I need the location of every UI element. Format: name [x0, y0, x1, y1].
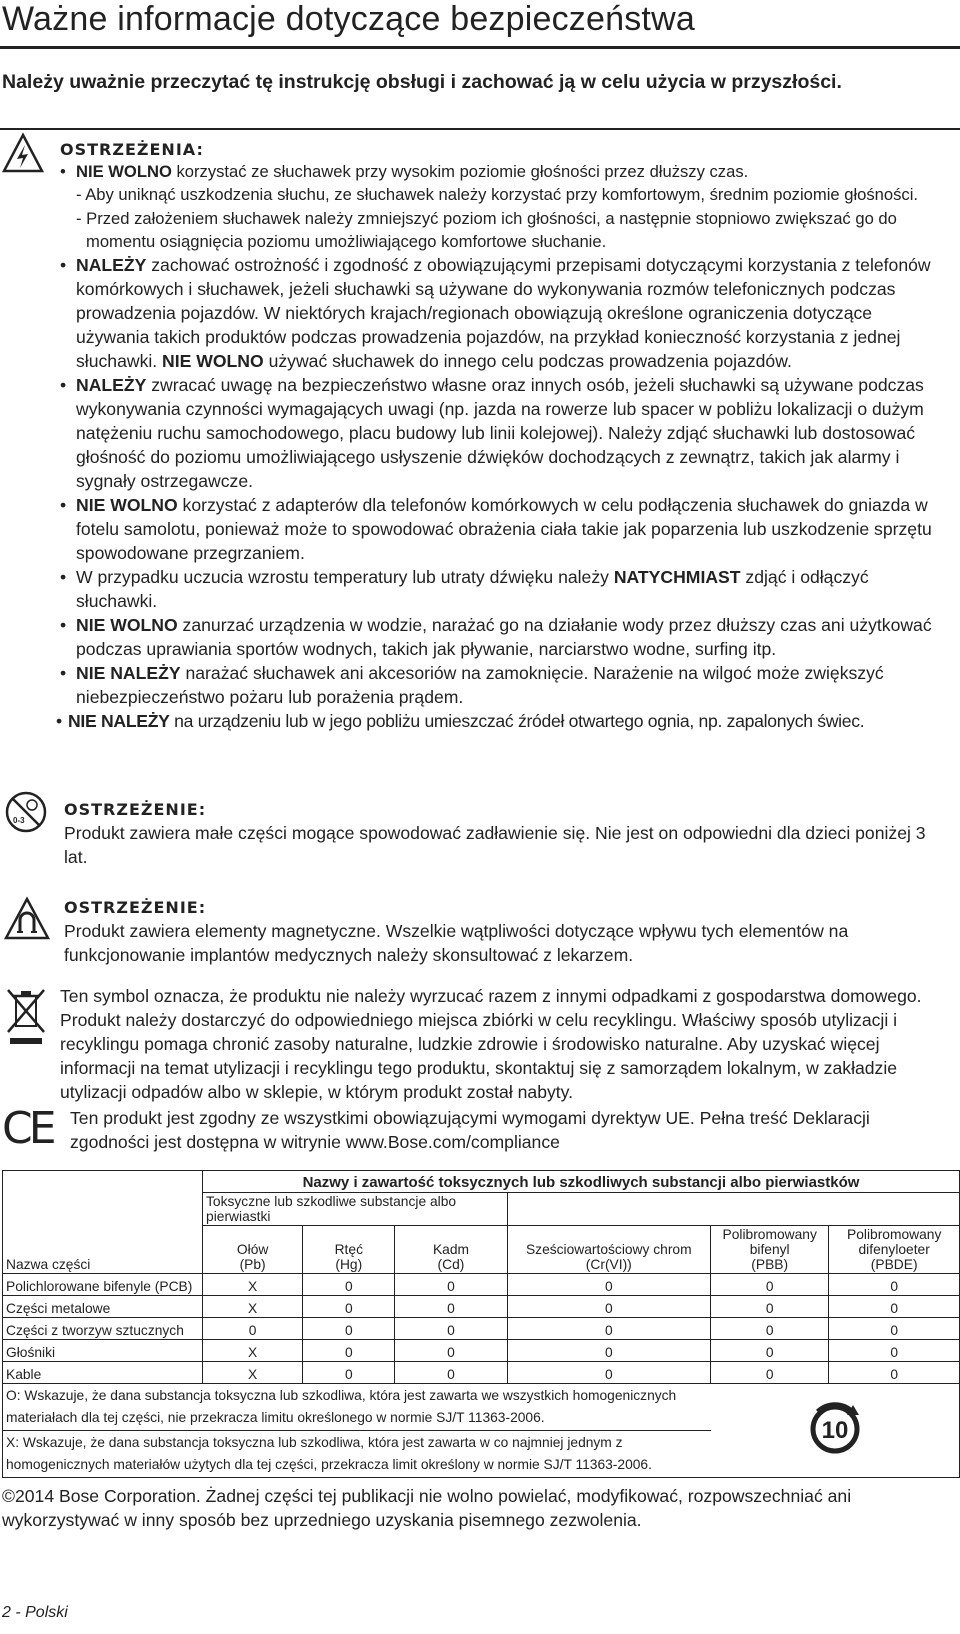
table-row: Kable X 0 0 0 0 0 [3, 1362, 960, 1384]
list-item: • NIE WOLNO korzystać z adapterów dla telefonów komórkowych w celu podłączenia słuchawek do gniazda w fotelu samolotu, ponieważ może to spowodować obrażenia ciała takie jak poparzenia lub uszkodzenie sprzętu spowodowane przegrzaniem. [60, 495, 932, 564]
choking-heading: OSTRZEŻENIE: [64, 800, 207, 819]
emphasis: NIE WOLNO [76, 615, 178, 636]
list-item: • NALEŻY zwracać uwagę na bezpieczeństwo własne oraz innych osób, jeżeli słuchawki są używane podczas wykonywania czynności wymagających uwagi (np. jazda na rowerze lub spacer w pobliżu lokalizacji o dużym natężeniu ruchu samochodowego, placu budowy lub linii kolejowej). Należy zdjąć słuchawki lub dostosować głośność do poziomu umożliwiającego usłyszenie dźwięków dochodzących z zewnątrz, takich jak alarmy i sygnały ostrzegawcze. [60, 375, 924, 492]
bullet-text: zdjąć i odłączyć słuchawki. [76, 567, 869, 612]
crossed-bin-icon [4, 986, 48, 1048]
electric-shock-warning-icon [2, 132, 44, 174]
age-label: 0-3 [13, 816, 25, 825]
note-o: O: Wskazuje, że dana substancja toksyczna lub szkodliwa, która jest zawarta we wszystkich homogenicznych materiałach dla tej części, nie przekracza limitu określonego w normie SJ/T 11363-2006. [3, 1384, 711, 1431]
list-item: • NIE WOLNO korzystać ze słuchawek przy wysokim poziomie głośności przez dłuższy czas. - Aby uniknąć uszkodzenia słuchu, ze słuchawek należy korzystać przy komfortowym, średnim poziomie głośności. - Przed założeniem słuchawek należy zmniejszyć poziom ich głośności, a następnie stopniowo zwiększać go do momentu osiągnięcia poziomu umożliwiającego komfortowe słuchanie. [60, 160, 940, 253]
table-row: Głośniki X 0 0 0 0 0 [3, 1340, 960, 1362]
bullet-text: zachować ostrożność i zgodność z obowiązującymi przepisami dotyczącymi korzystania z telefonów komórkowych i słuchawek, jeżeli słuchawki są używane do wykonywania rozmów telefonicznych podczas prowadzenia pojazdów. W niektórych krajach/regionach obowiązują określone ograniczenia dotyczące używania takich produktów podczas prowadzenia pojazdów, na przykład konieczność korzystania z jednej słuchawki. [76, 255, 931, 372]
table-row: Części metalowe X 0 0 0 0 0 [3, 1296, 960, 1318]
ce-text: Ten produkt jest zgodny ze wszystkimi obowiązującymi wymogami dyrektyw UE. Pełna treść Deklaracji zgodności jest dostępna w witrynie www.Bose.com/compliance [70, 1108, 870, 1152]
bullet-text: W przypadku uczucia wzrostu temperatury lub utraty dźwięku należy [76, 567, 614, 588]
toxic-substances-table [2, 1170, 960, 1478]
bullet-text: używać słuchawek do innego celu podczas prowadzenia pojazdów. [263, 351, 792, 372]
magnet-warning [64, 898, 934, 967]
emphasis: NIE NALEŻY [68, 711, 170, 732]
list-item: • NIE WOLNO zanurzać urządzenia w wodzie, narażać go na działanie wody przez dłuższy czas ani użytkować podczas uprawiania sportów wodnych, takich jak pływanie, narciarstwo wodne, surfing itp. [60, 615, 932, 660]
note-x: X: Wskazuje, że dana substancja toksyczna lub szkodliwa, która jest zawarta w co najmniej jednym z homogenicznych materiałów użytych dla tej części, przekracza limit określony w normie SJ/T 11363-2006. [3, 1431, 711, 1478]
bullet-text: korzystać z adapterów dla telefonów komórkowych w celu podłączenia słuchawek do gniazda w fotelu samolotu, ponieważ może to spowodować obrażenia ciała takie jak poparzenia lub uszkodzenie sprzętu spowodowane przegrzaniem. [76, 495, 932, 564]
emphasis: NIE WOLNO [76, 495, 178, 516]
list-item: • NIE NALEŻY na urządzeniu lub w jego pobliżu umieszczać źródeł otwartego ognia, np. zapalonych świec. [56, 711, 865, 732]
choking-warning [64, 800, 934, 869]
weee-text: Ten symbol oznacza, że produktu nie należy wyrzucać razem z innymi odpadkami z gospodarstwa domowego. Produkt należy dostarczyć do odpowiedniego miejsca zbiórki w celu recyklingu. Właściwy sposób utylizacji i recyklingu pomaga chronić zasoby naturalne, ludzkie zdrowie i środowisko naturalne. Aby uzyskać więcej informacji na temat utylizacji i recyklingu tego produktu, skontaktuj się z samorządem lokalnym, w zakładzie utylizacji odpadów albo w sklepie, w którym produkt został nabyty. [60, 986, 922, 1102]
emphasis: NIE WOLNO [162, 351, 264, 372]
list-item: • NIE NALEŻY narażać słuchawek ani akcesoriów na zamoknięcie. Narażenie na wilgoć może zwiększyć niebezpieczeństwo pożaru lub porażenia prądem. [60, 663, 884, 708]
sub-item: - Aby uniknąć uszkodzenia słuchu, ze słuchawek należy korzystać przy komfortowym, średnim poziomie głośności. [76, 185, 919, 205]
emphasis: NALEŻY [76, 375, 147, 396]
bullet-text: korzystać ze słuchawek przy wysokim poziomie głośności przez dłuższy czas. [171, 162, 749, 181]
column-header: Polibromowany difenyloeter (PBDE) [829, 1226, 960, 1274]
column-header: Polibromowany bifenyl (PBB) [711, 1226, 829, 1274]
efup-10-icon [803, 1397, 867, 1461]
section-rule [0, 128, 960, 130]
choking-hazard-icon [4, 790, 48, 834]
page-title: Ważne informacje dotyczące bezpieczeństwa [2, 0, 695, 38]
bullet-text: na urządzeniu lub w jego pobliżu umieszczać źródeł otwartego ognia, np. zapalonych świec. [169, 711, 865, 732]
table-title: Nazwy i zawartość toksycznych lub szkodliwych substancji albo pierwiastków [203, 1171, 960, 1193]
lead-instruction: Należy uważnie przeczytać tę instrukcję obsługi i zachować ją w celu użycia w przyszłości. [2, 71, 842, 93]
column-header: Rtęć (Hg) [303, 1226, 395, 1274]
emphasis: NALEŻY [76, 255, 147, 276]
part-header: Nazwa części [3, 1226, 203, 1274]
column-header: Ołów (Pb) [203, 1226, 303, 1274]
bullet-text: zwracać uwagę na bezpieczeństwo własne oraz innych osób, jeżeli słuchawki są używane podczas wykonywania czynności wymagających uwagi (np. jazda na rowerze lub spacer w pobliżu lokalizacji o dużym natężeniu ruchu samochodowego, placu budowy lub linii kolejowej). Należy zdjąć słuchawki lub dostosować głośność do poziomu umożliwiającego usłyszenie dźwięków dochodzących z zewnątrz, takich jak alarmy i sygnały ostrzegawcze. [76, 375, 924, 492]
column-header: Sześciowartościowy chrom (Cr(VI)) [507, 1226, 710, 1274]
efup-value: 10 [821, 1417, 849, 1444]
emphasis: NATYCHMIAST [613, 567, 741, 588]
warnings-heading: OSTRZEŻENIA: [60, 140, 204, 159]
table-row: Polichlorowane bifenyle (PCB) X 0 0 0 0 0 [3, 1274, 960, 1296]
magnet-heading: OSTRZEŻENIE: [64, 898, 207, 917]
magnetic-field-warning-icon [4, 896, 50, 942]
page-number: 2 - Polski [2, 1604, 68, 1621]
warnings-list [56, 160, 940, 733]
table-row: Części z tworzyw sztucznych 0 0 0 0 0 0 [3, 1318, 960, 1340]
bullet-text: narażać słuchawek ani akcesoriów na zamoknięcie. Narażenie na wilgoć może zwiększyć niebezpieczeństwo pożaru lub porażenia prądem. [76, 663, 884, 708]
emphasis: NIE WOLNO [76, 162, 172, 181]
ce-mark-icon: CE [2, 1103, 53, 1154]
efup-cell [711, 1384, 960, 1478]
emphasis: NIE NALEŻY [76, 663, 181, 684]
choking-text: Produkt zawiera małe części mogące spowodować zadławienie się. Nie jest on odpowiedni dla dzieci poniżej 3 lat. [64, 823, 926, 867]
sub-item: - Przed założeniem słuchawek należy zmniejszyć poziom ich głośności, a następnie stopniowo zwiększać go do momentu osiągnięcia poziomu umożliwiającego komfortowe słuchanie. [76, 208, 897, 251]
column-header: Kadm (Cd) [395, 1226, 507, 1274]
list-item: • NALEŻY zachować ostrożność i zgodność z obowiązującymi przepisami dotyczącymi korzystania z telefonów komórkowych i słuchawek, jeżeli słuchawki są używane do wykonywania rozmów telefonicznych podczas prowadzenia pojazdów. W niektórych krajach/regionach obowiązują określone ograniczenia dotyczące używania takich produktów podczas prowadzenia pojazdów, na przykład konieczność korzystania z jednej słuchawki. NIE WOLNO używać słuchawek do innego celu podczas prowadzenia pojazdów. [60, 255, 931, 372]
title-rule [0, 46, 960, 49]
warnings-section [56, 140, 940, 733]
table-subtitle: Toksyczne lub szkodliwe substancje albo pierwiastki [203, 1193, 508, 1226]
bullet-text: zanurzać urządzenia w wodzie, narażać go na działanie wody przez dłuższy czas ani użytkować podczas uprawiania sportów wodnych, takich jak pływanie, narciarstwo wodne, surfing itp. [76, 615, 932, 660]
magnet-text: Produkt zawiera elementy magnetyczne. Wszelkie wątpliwości dotyczące wpływu tych elementów na funkcjonowanie implantów medycznych należy skonsultować z lekarzem. [64, 921, 849, 965]
list-item: • W przypadku uczucia wzrostu temperatury lub utraty dźwięku należy NATYCHMIAST zdjąć i odłączyć słuchawki. [60, 567, 869, 612]
copyright: ©2014 Bose Corporation. Żadnej części tej publikacji nie wolno powielać, modyfikować, rozpowszechniać ani wykorzystywać w inny sposób bez uprzedniego uzyskania pisemnego zezwolenia. [2, 1486, 852, 1530]
